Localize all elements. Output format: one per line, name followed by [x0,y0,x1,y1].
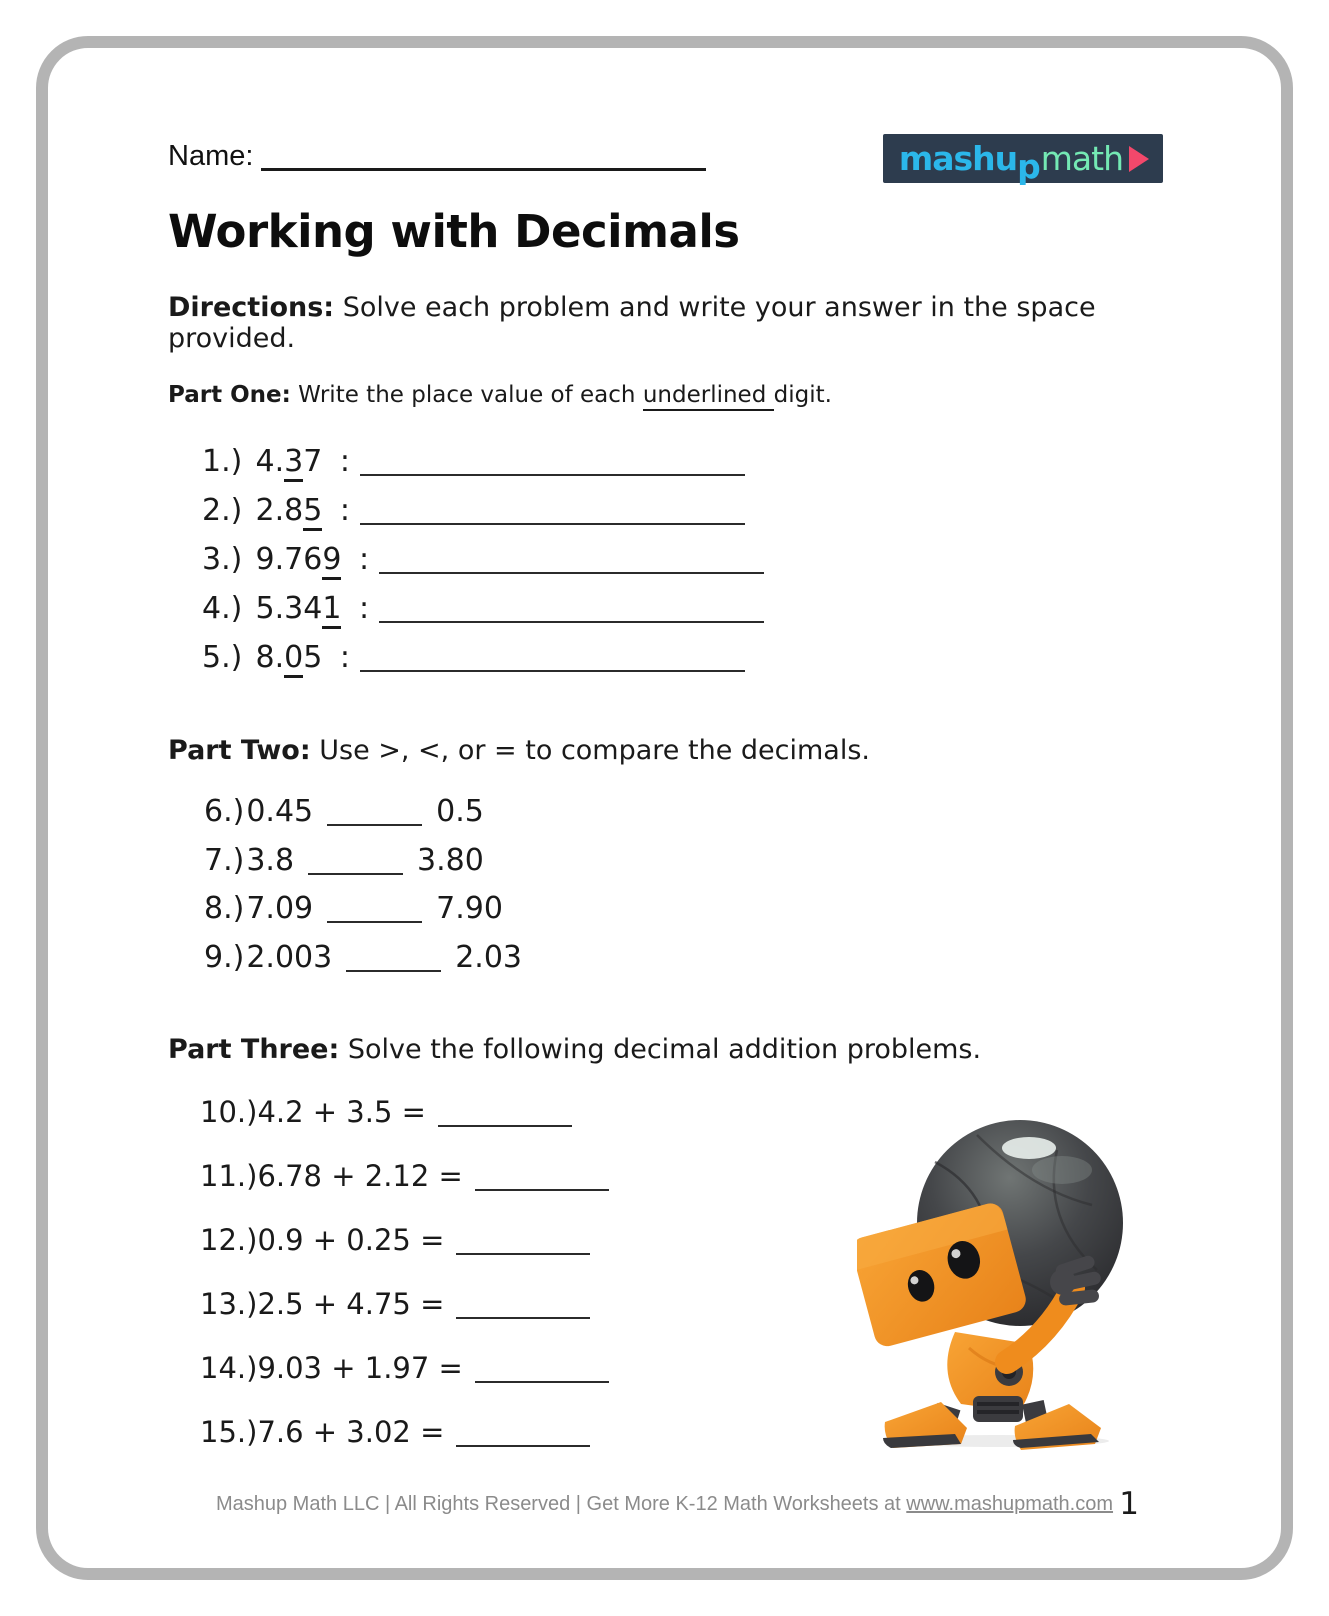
list-item [204,794,1163,843]
part-one-instruction-after: digit. [773,382,832,408]
header [168,134,1163,186]
part-one-list [202,444,1163,689]
part-one-label: Part One: [168,382,291,408]
item-value: 2.85 [256,493,323,531]
left-value: 7.09 [246,891,314,926]
item-number: 4.) [202,591,243,626]
list-item [202,493,1163,542]
item-value: 4.37 [256,444,323,482]
item-number: 13.) [200,1287,258,1321]
mashupmath-logo [883,134,1163,186]
item-number: 5.) [202,640,243,675]
expression: 7.6 + 3.02 = [257,1415,445,1449]
part-two-header [168,735,1163,766]
left-value: 0.45 [246,794,314,829]
expression: 0.9 + 0.25 = [257,1223,445,1257]
part-three-instruction: Solve the following decimal addition problems. [347,1034,982,1065]
part-three-label: Part Three: [168,1034,340,1065]
name-label: Name: [168,140,254,172]
expression: 2.5 + 4.75 = [257,1287,445,1321]
item-number: 9.) [204,939,245,975]
underlined-digit: 1 [322,591,341,629]
name-blank-line[interactable] [261,167,706,171]
footer [48,1493,1281,1516]
answer-blank[interactable] [438,1121,572,1127]
answer-blank[interactable] [327,917,422,923]
footer-text: Mashup Math LLC | All Rights Reserved | Get More K-12 Math Worksheets at [215,1493,907,1515]
underlined-digit: 3 [284,444,303,482]
part-two-label: Part Two: [168,735,311,766]
item-number: 15.) [200,1415,258,1449]
expression: 6.78 + 2.12 = [257,1159,463,1193]
directions-text: Solve each problem and write your answer in the space provided. [168,292,1096,354]
logo-text-mashu: mashu [898,139,1018,178]
directions [168,292,1163,354]
item-number: 2.) [202,493,243,528]
part-one-header [168,382,1163,408]
underlined-digit: 0 [284,640,303,678]
part-two-instruction: Use >, <, or = to compare the decimals. [319,735,870,766]
item-value: 5.341 [256,591,342,629]
right-value: 7.90 [436,891,503,926]
robot-illustration [857,1110,1123,1450]
answer-blank[interactable] [379,568,764,574]
separator: : [339,444,351,479]
item-number: 8.) [204,891,245,926]
page-title: Working with Decimals [168,205,740,258]
answer-blank[interactable] [360,519,745,525]
underlined-digit: 9 [322,542,341,580]
answer-blank[interactable] [327,820,422,826]
list-item [204,940,1163,989]
part-one-instruction-before: Write the place value of each [298,382,643,408]
list-item [202,640,1163,689]
expression: 4.2 + 3.5 = [257,1095,426,1129]
answer-blank[interactable] [475,1185,609,1191]
logo-text-p: p [1017,147,1040,186]
part-three-header [168,1034,1163,1065]
answer-blank[interactable] [456,1441,590,1447]
part-two-list [204,794,1163,988]
left-value: 2.003 [246,939,333,975]
answer-blank[interactable] [456,1249,590,1255]
separator: : [339,493,351,528]
list-item [204,843,1163,892]
name-field [168,134,706,173]
expression: 9.03 + 1.97 = [257,1351,463,1385]
play-triangle-icon [1129,146,1149,172]
right-value: 3.80 [417,842,484,878]
item-number: 6.) [204,794,245,829]
underlined-digit: 5 [303,493,322,531]
right-value: 0.5 [436,794,484,829]
footer-link[interactable]: www.mashupmath.com [906,1493,1114,1515]
item-value: 9.769 [256,542,342,580]
item-number: 11.) [200,1159,258,1193]
item-value: 8.05 [256,640,323,678]
list-item [204,891,1163,940]
logo-text-math: math [1040,139,1123,178]
separator: : [358,591,370,626]
answer-blank[interactable] [379,617,764,623]
item-number: 14.) [200,1351,258,1385]
answer-blank[interactable] [308,869,403,875]
right-value: 2.03 [455,939,523,975]
directions-label: Directions: [168,292,335,323]
item-number: 1.) [202,444,243,479]
worksheet-page [36,36,1293,1580]
answer-blank[interactable] [475,1377,609,1383]
item-number: 12.) [200,1223,258,1257]
list-item [202,542,1163,591]
separator: : [339,640,351,675]
separator: : [358,542,370,577]
part-one-instruction-underlined: underlined [643,382,774,411]
answer-blank[interactable] [360,666,745,672]
answer-blank[interactable] [360,470,745,476]
page-number: 1 [1119,1486,1139,1522]
answer-blank[interactable] [346,966,441,972]
item-number: 3.) [202,542,243,577]
robot-carrying-ball-image [857,1110,1123,1450]
answer-blank[interactable] [456,1313,590,1319]
list-item [202,591,1163,640]
left-value: 3.8 [246,842,295,878]
item-number: 7.) [204,842,245,878]
list-item [202,444,1163,493]
item-number: 10.) [200,1095,258,1129]
